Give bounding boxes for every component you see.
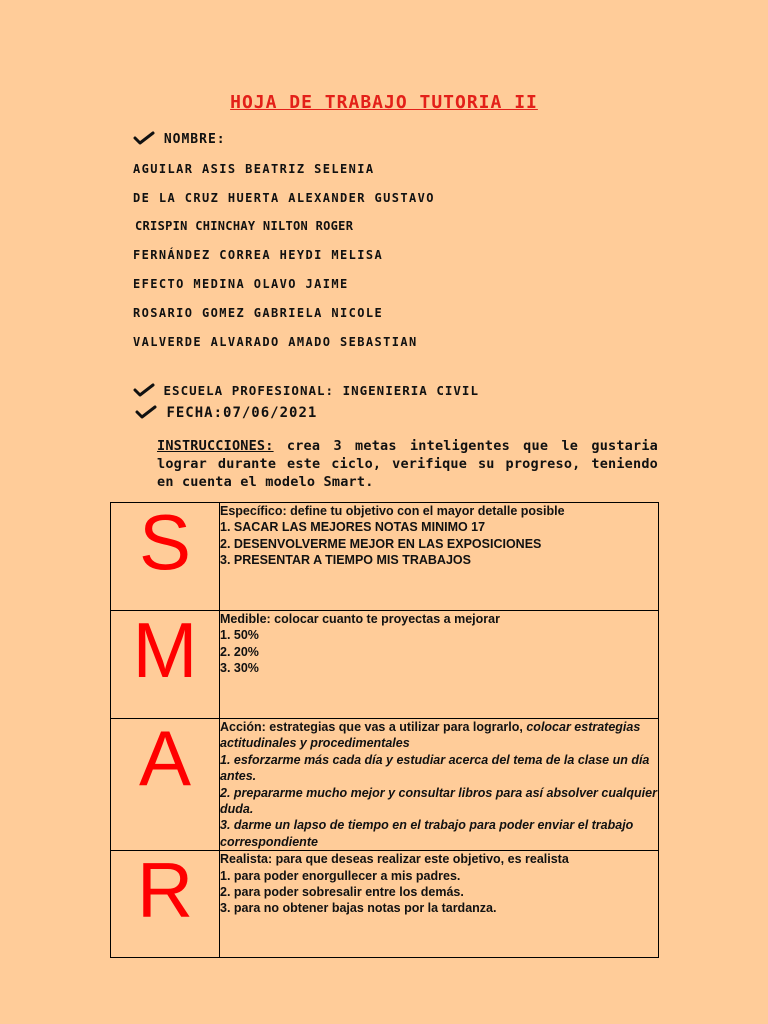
instructions-heading: INSTRUCCIONES: (157, 438, 274, 454)
instructions-paragraph (157, 437, 658, 491)
smart-item: 3. 30% (220, 661, 259, 676)
smart-item: 3. PRESENTAR A TIEMPO MIS TRABAJOS (220, 553, 471, 568)
student-name: DE LA CRUZ HUERTA ALEXANDER GUSTAVO (133, 191, 435, 205)
smart-item: 2. DESENVOLVERME MEJOR EN LAS EXPOSICIONES (220, 536, 542, 551)
smart-item: 2. para poder sobresalir entre los demás. (220, 885, 464, 900)
student-name: AGUILAR ASIS BEATRIZ SELENIA (133, 162, 375, 176)
smart-table (110, 498, 659, 958)
smart-letter-s: S (111, 503, 220, 611)
smart-content-a (220, 719, 659, 851)
escuela-label: ESCUELA PROFESIONAL: INGENIERIA CIVIL (163, 383, 479, 398)
student-name: CRISPIN CHINCHAY NILTON ROGER (135, 219, 354, 233)
smart-heading-italic: colocar estrategias actitudinales y procedimentales (220, 720, 641, 751)
checkmark-icon (135, 405, 157, 419)
smart-row-m (111, 611, 659, 719)
nombre-label: NOMBRE: (163, 132, 226, 147)
smart-letter-r: R (111, 851, 220, 958)
smart-item: 3. darme un lapso de tiempo en el trabajo para poder enviar el trabajo correspondiente (220, 818, 634, 849)
smart-item: 3. para no obtener bajas notas por la tardanza. (220, 901, 497, 916)
smart-letter-m: M (111, 611, 220, 719)
smart-row-a (111, 719, 659, 851)
fecha-label: FECHA:07/06/2021 (166, 405, 318, 421)
fecha-line (135, 405, 317, 421)
student-name: VALVERDE ALVARADO AMADO SEBASTIAN (133, 335, 418, 349)
page-title: HOJA DE TRABAJO TUTORIA II (230, 92, 538, 113)
smart-row-r (111, 851, 659, 958)
smart-heading: Específico: define tu objetivo con el mayor detalle posible (220, 504, 565, 518)
smart-heading: Realista: para que deseas realizar este objetivo, es realista (220, 852, 569, 867)
instructions-text: crea 3 metas inteligentes que le gustaria lograr durante este ciclo, verifique su progreso, teniendo en cuenta el modelo Smart. (157, 438, 658, 490)
smart-item: 2. 20% (220, 644, 259, 659)
student-name: ROSARIO GOMEZ GABRIELA NICOLE (133, 306, 384, 320)
nombre-line (133, 131, 226, 147)
smart-heading-wrap (220, 719, 658, 752)
smart-item: 1. 50% (220, 628, 259, 643)
checkmark-icon (133, 383, 155, 397)
smart-content-m (220, 611, 659, 719)
smart-item: 1. esforzarme más cada día y estudiar acerca del tema de la clase un día antes. (220, 752, 650, 784)
smart-content-r (220, 851, 659, 958)
checkmark-icon (133, 131, 155, 145)
student-name: EFECTO MEDINA OLAVO JAIME (133, 277, 349, 291)
smart-heading: Acción: estrategias que vas a utilizar para lograrlo, (220, 720, 527, 734)
smart-row-s (111, 503, 659, 611)
smart-item: 2. prepararme mucho mejor y consultar libros para así absolver cualquier duda. (220, 785, 657, 817)
smart-item: 1. para poder enorgullecer a mis padres. (220, 868, 461, 883)
smart-content-s (220, 503, 659, 611)
smart-letter-a: A (111, 719, 220, 851)
student-name: FERNÁNDEZ CORREA HEYDI MELISA (133, 248, 384, 262)
smart-item: 1. SACAR LAS MEJORES NOTAS MINIMO 17 (220, 520, 486, 535)
smart-heading: Medible: colocar cuanto te proyectas a mejorar (220, 612, 500, 626)
escuela-line (133, 383, 479, 398)
